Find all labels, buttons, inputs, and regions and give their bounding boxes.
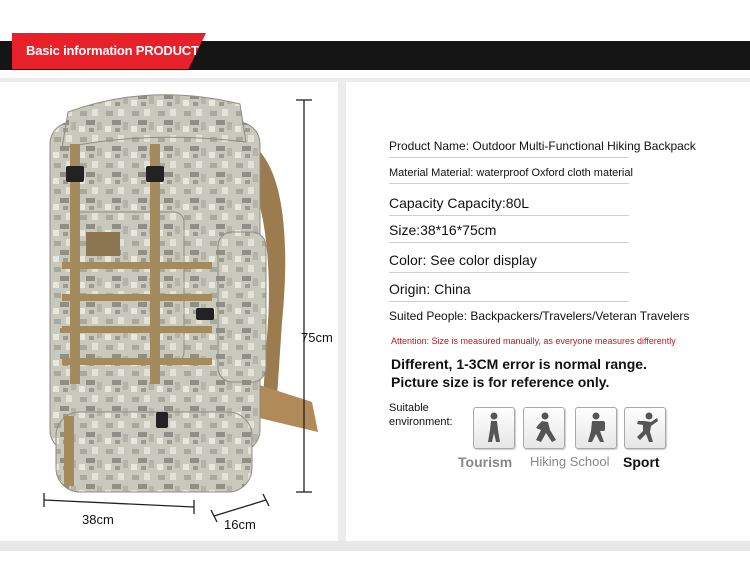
suitable-environment-label: Suitable environment: [389, 402, 453, 428]
error-range-note: Different, 1-3CM error is normal range. [391, 356, 647, 372]
width-dimension: 38cm [82, 512, 114, 527]
activity-label-sport: Sport [623, 454, 660, 470]
bottom-strip [0, 541, 750, 551]
reference-note: Picture size is for reference only. [391, 374, 610, 390]
spec-origin: Origin: China [389, 281, 471, 297]
backpack-illustration [0, 82, 338, 541]
sport-person-icon [624, 407, 666, 449]
spec-color: Color: See color display [389, 252, 537, 268]
spec-size: Size:38*16*75cm [389, 222, 497, 238]
height-dimension: 75cm [301, 330, 333, 345]
spec-material: Material Material: waterproof Oxford cloth material [389, 167, 633, 179]
header-title: Basic information PRODUCT [26, 43, 199, 58]
activity-label-hiking: Hiking School [530, 454, 610, 469]
depth-dimension: 16cm [224, 517, 256, 532]
spec-suited-people: Suited People: Backpackers/Travelers/Veteran Travelers [389, 309, 690, 323]
walking-person-icon [473, 407, 515, 449]
activity-label-tourism: Tourism [458, 454, 513, 470]
backpacker-icon [575, 407, 617, 449]
spec-capacity: Capacity Capacity:80L [389, 195, 530, 211]
hiking-person-icon [523, 407, 565, 449]
spec-product-name: Product Name: Outdoor Multi-Functional Hiking Backpack [389, 139, 696, 153]
attention-note: Attention: Size is measured manually, as everyone measures differently [391, 336, 676, 346]
